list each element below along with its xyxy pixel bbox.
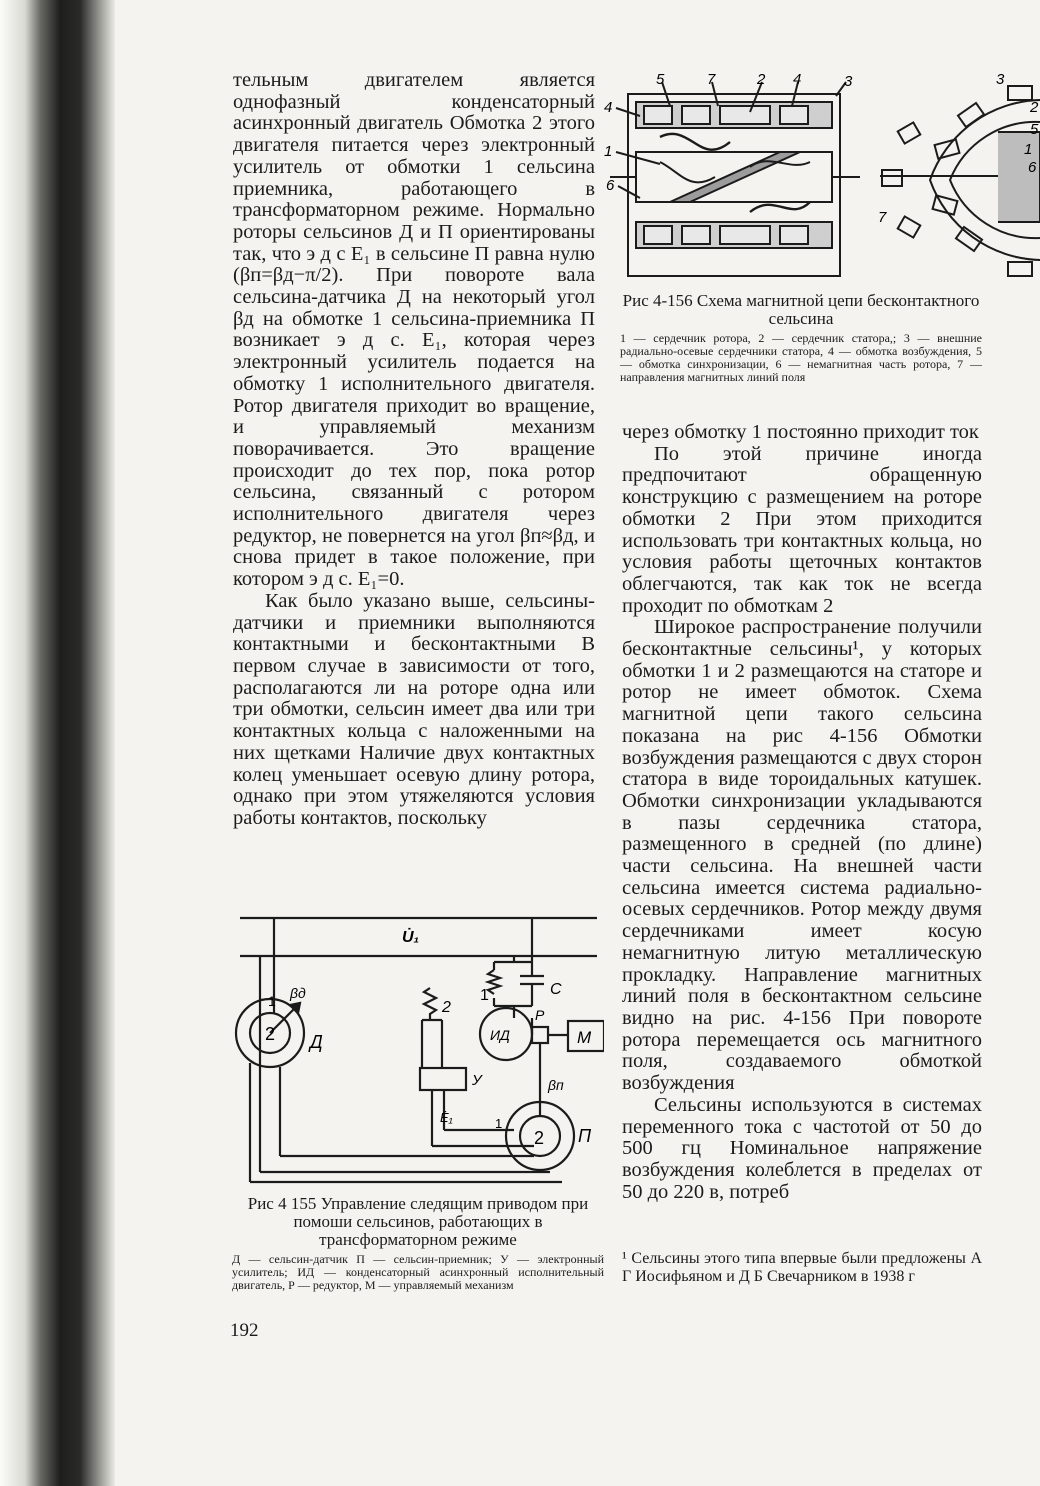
label-pp: П	[578, 1126, 592, 1146]
paragraph: тельным двигателем является однофазный конденсаторный асинхронный двигатель Обмотка 2 этого двигателя питается через электронный усилитель от обмотки 1 сельсина приемника, работающего в трансформаторном режиме. Нормально роторы сельсинов Д и П ориентированы так, что э д с E₁ в сельсине П равна нулю (βп=βд−π/2). При повороте вала сельсина-датчика Д на некоторый угол βд на обмотке 1 сельсина-приемника П возникает э д с. E₁, которая через электронный усилитель подается на обмотку 1 исполнительного двигателя. Ротор двигателя приходит во вращение, и управляемый механизм поворачивается. Это вращение происходит до тех пор, пока ротор сельсина, связанный с ротором исполнительного двигателя через редуктор, не повернется на угол βп≈βд, и снова придет в такое положение, при котором э д с. E₁=0.	[233, 69, 595, 591]
label-5: 5	[1030, 121, 1039, 138]
figure-4-156-caption-block	[620, 292, 982, 384]
label-2: 2	[442, 999, 451, 1016]
figure-legend: Д — сельсин-датчик П — сельсин-приемник; У — электронный усилитель; ИД — конденсаторный асинхронный исполнительный двигатель, Р — редуктор, М — управляемый механизм	[232, 1252, 604, 1292]
paragraph: Широкое распространение получили бесконтактные сельсины¹, у которых обмотки 1 и 2 размещаются на статоре и ротор не имеет обмоток. Схема магнитной цепи такого сельсина показана на рис 4-156 Обмотки возбуждения размещаются с двух сторон статора в виде тороидальных катушек. Обмотки синхронизации укладываются в пазы сердечника статора, размещенного в средней (по длине) части сельсина. На внешней части сельсина имеется система радиально-осевых сердечников. Ротор между двумя сердечниками имеет косую немагнитную литую металлическую прокладку. Направление магнитных линий поля в бесконтактном сельсине видно на рис. 4-156 При повороте ротора перемещается ось магнитного поля, создаваемого обмоткой возбуждения	[622, 616, 982, 1095]
label-u: У	[472, 1072, 482, 1089]
right-column-text	[622, 422, 982, 1203]
label-7: 7	[707, 72, 716, 88]
figure-caption: Рис 4 155 Управление следящим приводом при помоши сельсинов, работающих в трансформаторном режиме	[247, 1194, 589, 1249]
label-6: 6	[606, 177, 615, 194]
label-5: 5	[656, 72, 665, 88]
label-2: 2	[757, 72, 766, 88]
label-1: 1	[268, 993, 276, 1009]
label-3: 3	[844, 73, 853, 90]
label-4: 4	[793, 72, 802, 88]
page-number: 192	[230, 1320, 259, 1341]
figure-caption: Рис 4-156 Схема магнитной цепи бесконтактного сельсина	[622, 291, 980, 328]
label-c: C	[550, 981, 562, 998]
label-d: Д	[310, 1032, 323, 1052]
paragraph: Сельсины используются в системах переменного тока с частотой от 50 до 500 гц Номинальное напряжение возбуждения колеблется в пределах от 50 до 220 в, потреб	[622, 1093, 982, 1203]
figure-4-155-circuit	[232, 908, 604, 1192]
paragraph: По этой причине иногда предпочитают обращенную конструкцию с размещением на роторе обмотки 2 При этом приходится использовать три контактных кольца, но условия работы щеточных контактов облегчаются, так как ток не всегда проходит по обмоткам 2	[622, 442, 982, 617]
label-1: 1	[1024, 141, 1033, 158]
label-p: Р	[535, 1007, 545, 1023]
figure-legend: 1 — сердечник ротора, 2 — сердечник статора,; 3 — внешние радиально-осевые сердечники статора, 4 — обмотка возбуждения, 5 — обмотка синхронизации, 6 — немагнитная часть ротора, 7 — направления магнитных линий поля	[620, 331, 982, 384]
label-2: 2	[534, 1128, 545, 1148]
label-e1: Ė₁	[440, 1110, 453, 1125]
book-binding-shadow	[0, 0, 115, 1486]
label-6: 6	[1028, 159, 1037, 176]
label-m: М	[577, 1028, 592, 1047]
label-1: 1	[480, 987, 489, 1004]
label-7: 7	[878, 209, 887, 226]
label-2: 2	[1030, 99, 1039, 116]
footnote: ¹ Сельсины этого типа впервые были предложены А Г Иосифьяном и Д Б Свечарником в 1938 г	[622, 1250, 982, 1285]
label-beta-d: βд	[290, 985, 306, 1001]
label-2: 2	[265, 1024, 276, 1044]
label-beta-p: βп	[548, 1077, 564, 1093]
label-3: 3	[996, 72, 1005, 88]
paragraph: Как было указано выше, сельсины-датчики и приемники выполняются контактными и бесконтактными В первом случае в зависимости от того, располагаются ли на роторе одна или три обмотки, сельсин имеет два или три контактных кольца с наложенными на них щетками Наличие двух контактных колец уменьшает осевую длину ротора, однако при этом утяжеляются условия работы контактов, поскольку	[233, 589, 595, 829]
label-id: ИД	[490, 1027, 510, 1043]
label-1: 1	[604, 143, 613, 160]
paragraph: через обмотку 1 постоянно приходит ток	[622, 421, 979, 443]
label-u1: U̇₁	[402, 929, 420, 946]
left-column-text	[233, 70, 595, 830]
label-1: 1	[495, 1116, 503, 1131]
label-4: 4	[604, 99, 613, 116]
figure-4-155-caption-block	[232, 1195, 604, 1292]
figure-4-156-magnetic-circuit	[600, 72, 1040, 290]
